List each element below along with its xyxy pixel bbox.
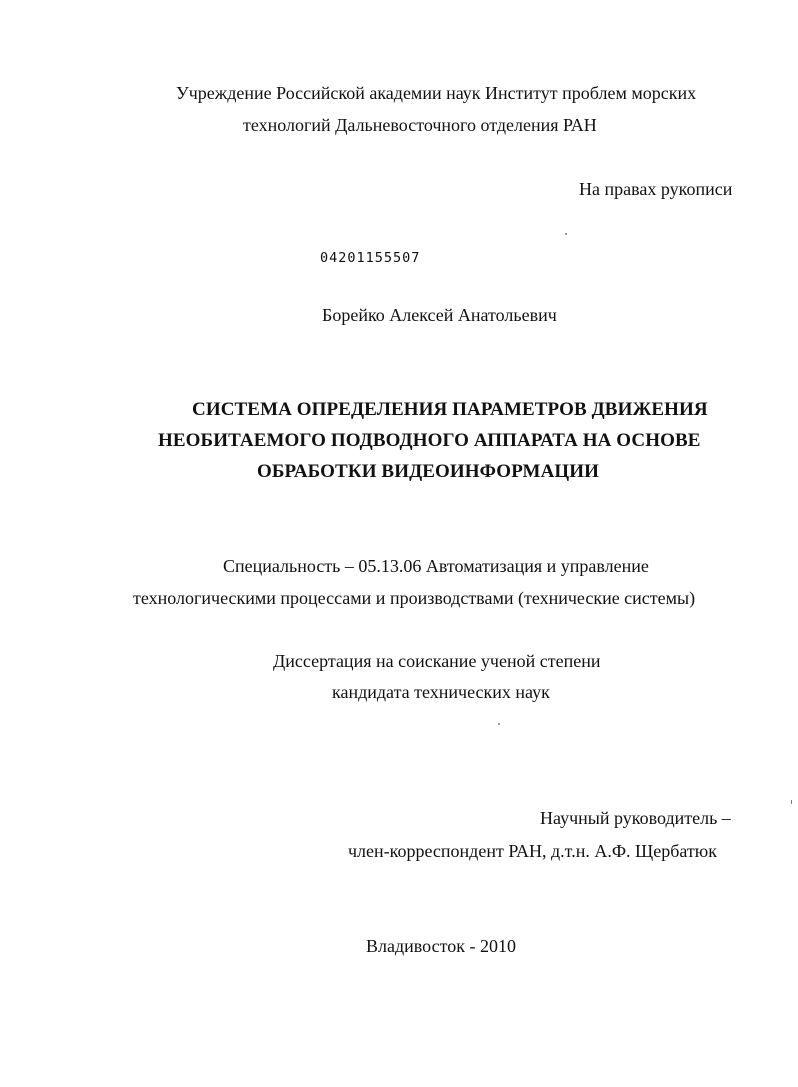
- scan-speck: [791, 800, 792, 804]
- registration-number: 04201155507: [320, 250, 421, 266]
- specialty-line-2: технологическими процессами и производствами (технические системы): [133, 588, 696, 608]
- title-line-3: ОБРАБОТКИ ВИДЕОИНФОРМАЦИИ: [257, 461, 600, 482]
- scan-speck: [498, 723, 500, 725]
- institution-line-1: Учреждение Российской академии наук Институт проблем морских: [176, 83, 697, 103]
- scan-speck: [565, 233, 567, 235]
- rights-note: На правах рукописи: [579, 179, 733, 199]
- title-line-1: СИСТЕМА ОПРЕДЕЛЕНИЯ ПАРАМЕТРОВ ДВИЖЕНИЯ: [192, 399, 708, 420]
- degree-line-1: Диссертация на соискание ученой степени: [273, 651, 601, 671]
- place-year: Владивосток - 2010: [366, 936, 516, 956]
- supervisor-line-2: член-корреспондент РАН, д.т.н. А.Ф. Щербатюк: [348, 841, 717, 861]
- degree-line-2: кандидата технических наук: [332, 682, 550, 702]
- author-name: Борейко Алексей Анатольевич: [322, 305, 557, 325]
- institution-line-2: технологий Дальневосточного отделения РАН: [243, 115, 597, 135]
- supervisor-line-1: Научный руководитель –: [540, 808, 731, 828]
- title-line-2: НЕОБИТАЕМОГО ПОДВОДНОГО АППАРАТА НА ОСНОВЕ: [158, 430, 701, 451]
- specialty-line-1: Специальность – 05.13.06 Автоматизация и управление: [223, 556, 649, 576]
